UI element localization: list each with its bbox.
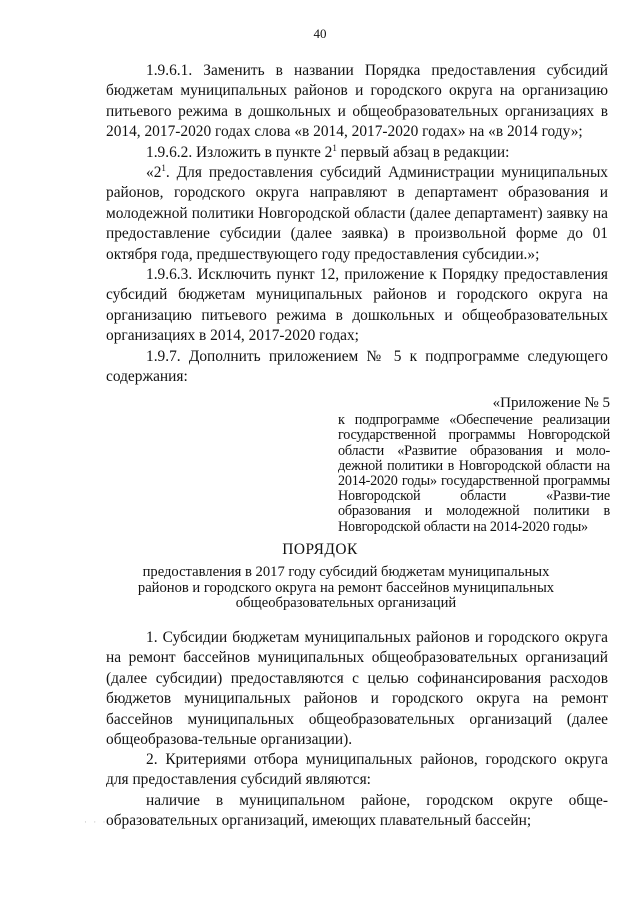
p2-text-after: первый абзац в редакции: — [336, 144, 510, 161]
section-2-item: наличие в муниципальном районе, городском округе обще-образовательных организаций, имеющих плавательный бассейн; — [106, 792, 608, 830]
appendix-title: «Приложение № 5 — [492, 395, 610, 411]
p3-superscript: 1 — [161, 163, 166, 173]
section-2: 2. Критериями отбора муниципальных районов, городского округа для предоставления субсидий являются: — [106, 751, 608, 789]
scan-dots: · · · — [84, 817, 108, 827]
page-number: 40 — [313, 26, 327, 41]
p2-superscript: 1 — [332, 143, 337, 153]
paragraph-1-9-7: 1.9.7. Дополнить приложением № 5 к подпрограмме следующего содержания: — [106, 348, 608, 386]
procedure-heading: ПОРЯДОК — [282, 541, 358, 558]
appendix-body: к подпрограмме «Обеспечение реализации государственной программы Новгородской области «Развитие образования и моло-дежной политики в Новгородской области на 2014-2020 годы» государственной программы Новгородской области «Разви-тие образования и молодежной политики в Новгородской области на 2014-2020 годы» — [338, 412, 610, 535]
paragraph-1-9-6-1: 1.9.6.1. Заменить в названии Порядка предоставления субсидий бюджетам муниципальных районов и городского округа на организацию питьевого режима в дошкольных и общеобразовательных организациях в 2014, 2017-2020 годах слова «в 2014, 2017-2020 годах» на «в 2014 году»; — [106, 62, 608, 141]
section-1: 1. Субсидии бюджетам муниципальных районов и городского округа на ремонт бассейнов муниципальных общеобразовательных организаций (далее субсидии) предоставляются с целью софинансирования расходов бюджетов муниципальных районов и городского округа на ремонт бассейнов муниципальных общеобразовательных организаций (далее общеобразова-тельные организации). — [106, 629, 608, 749]
procedure-subheading: предоставления в 2017 году субсидий бюджетам муниципальных районов и городского округа на ремонт бассейнов муниципальных общеобразовательных организаций — [137, 564, 555, 611]
p3-text-after: . Для предоставления субсидий Администрации муниципальных районов, городского округа направляют в департамент образования и молодежной политики Новгородской области (далее департамент) заявку на предоставление субсидии (далее заявка) в произвольной форме до 01 октября года, предшествующего году предоставления субсидии.»; — [106, 164, 608, 263]
p3-text-before: «2 — [146, 164, 162, 181]
appendix-header — [338, 396, 610, 535]
paragraph-2-1-quote — [106, 163, 608, 265]
paragraph-1-9-6-2 — [106, 143, 608, 163]
p2-text-before: 1.9.6.2. Изложить в пункте 2 — [146, 144, 333, 161]
paragraph-1-9-6-3: 1.9.6.3. Исключить пункт 12, приложение к Порядку предоставления субсидий бюджетам муниципальных районов и городского округа на организацию питьевого режима в дошкольных и общеобразовательных организациях в 2014, 2017-2020 годах; — [106, 266, 608, 345]
